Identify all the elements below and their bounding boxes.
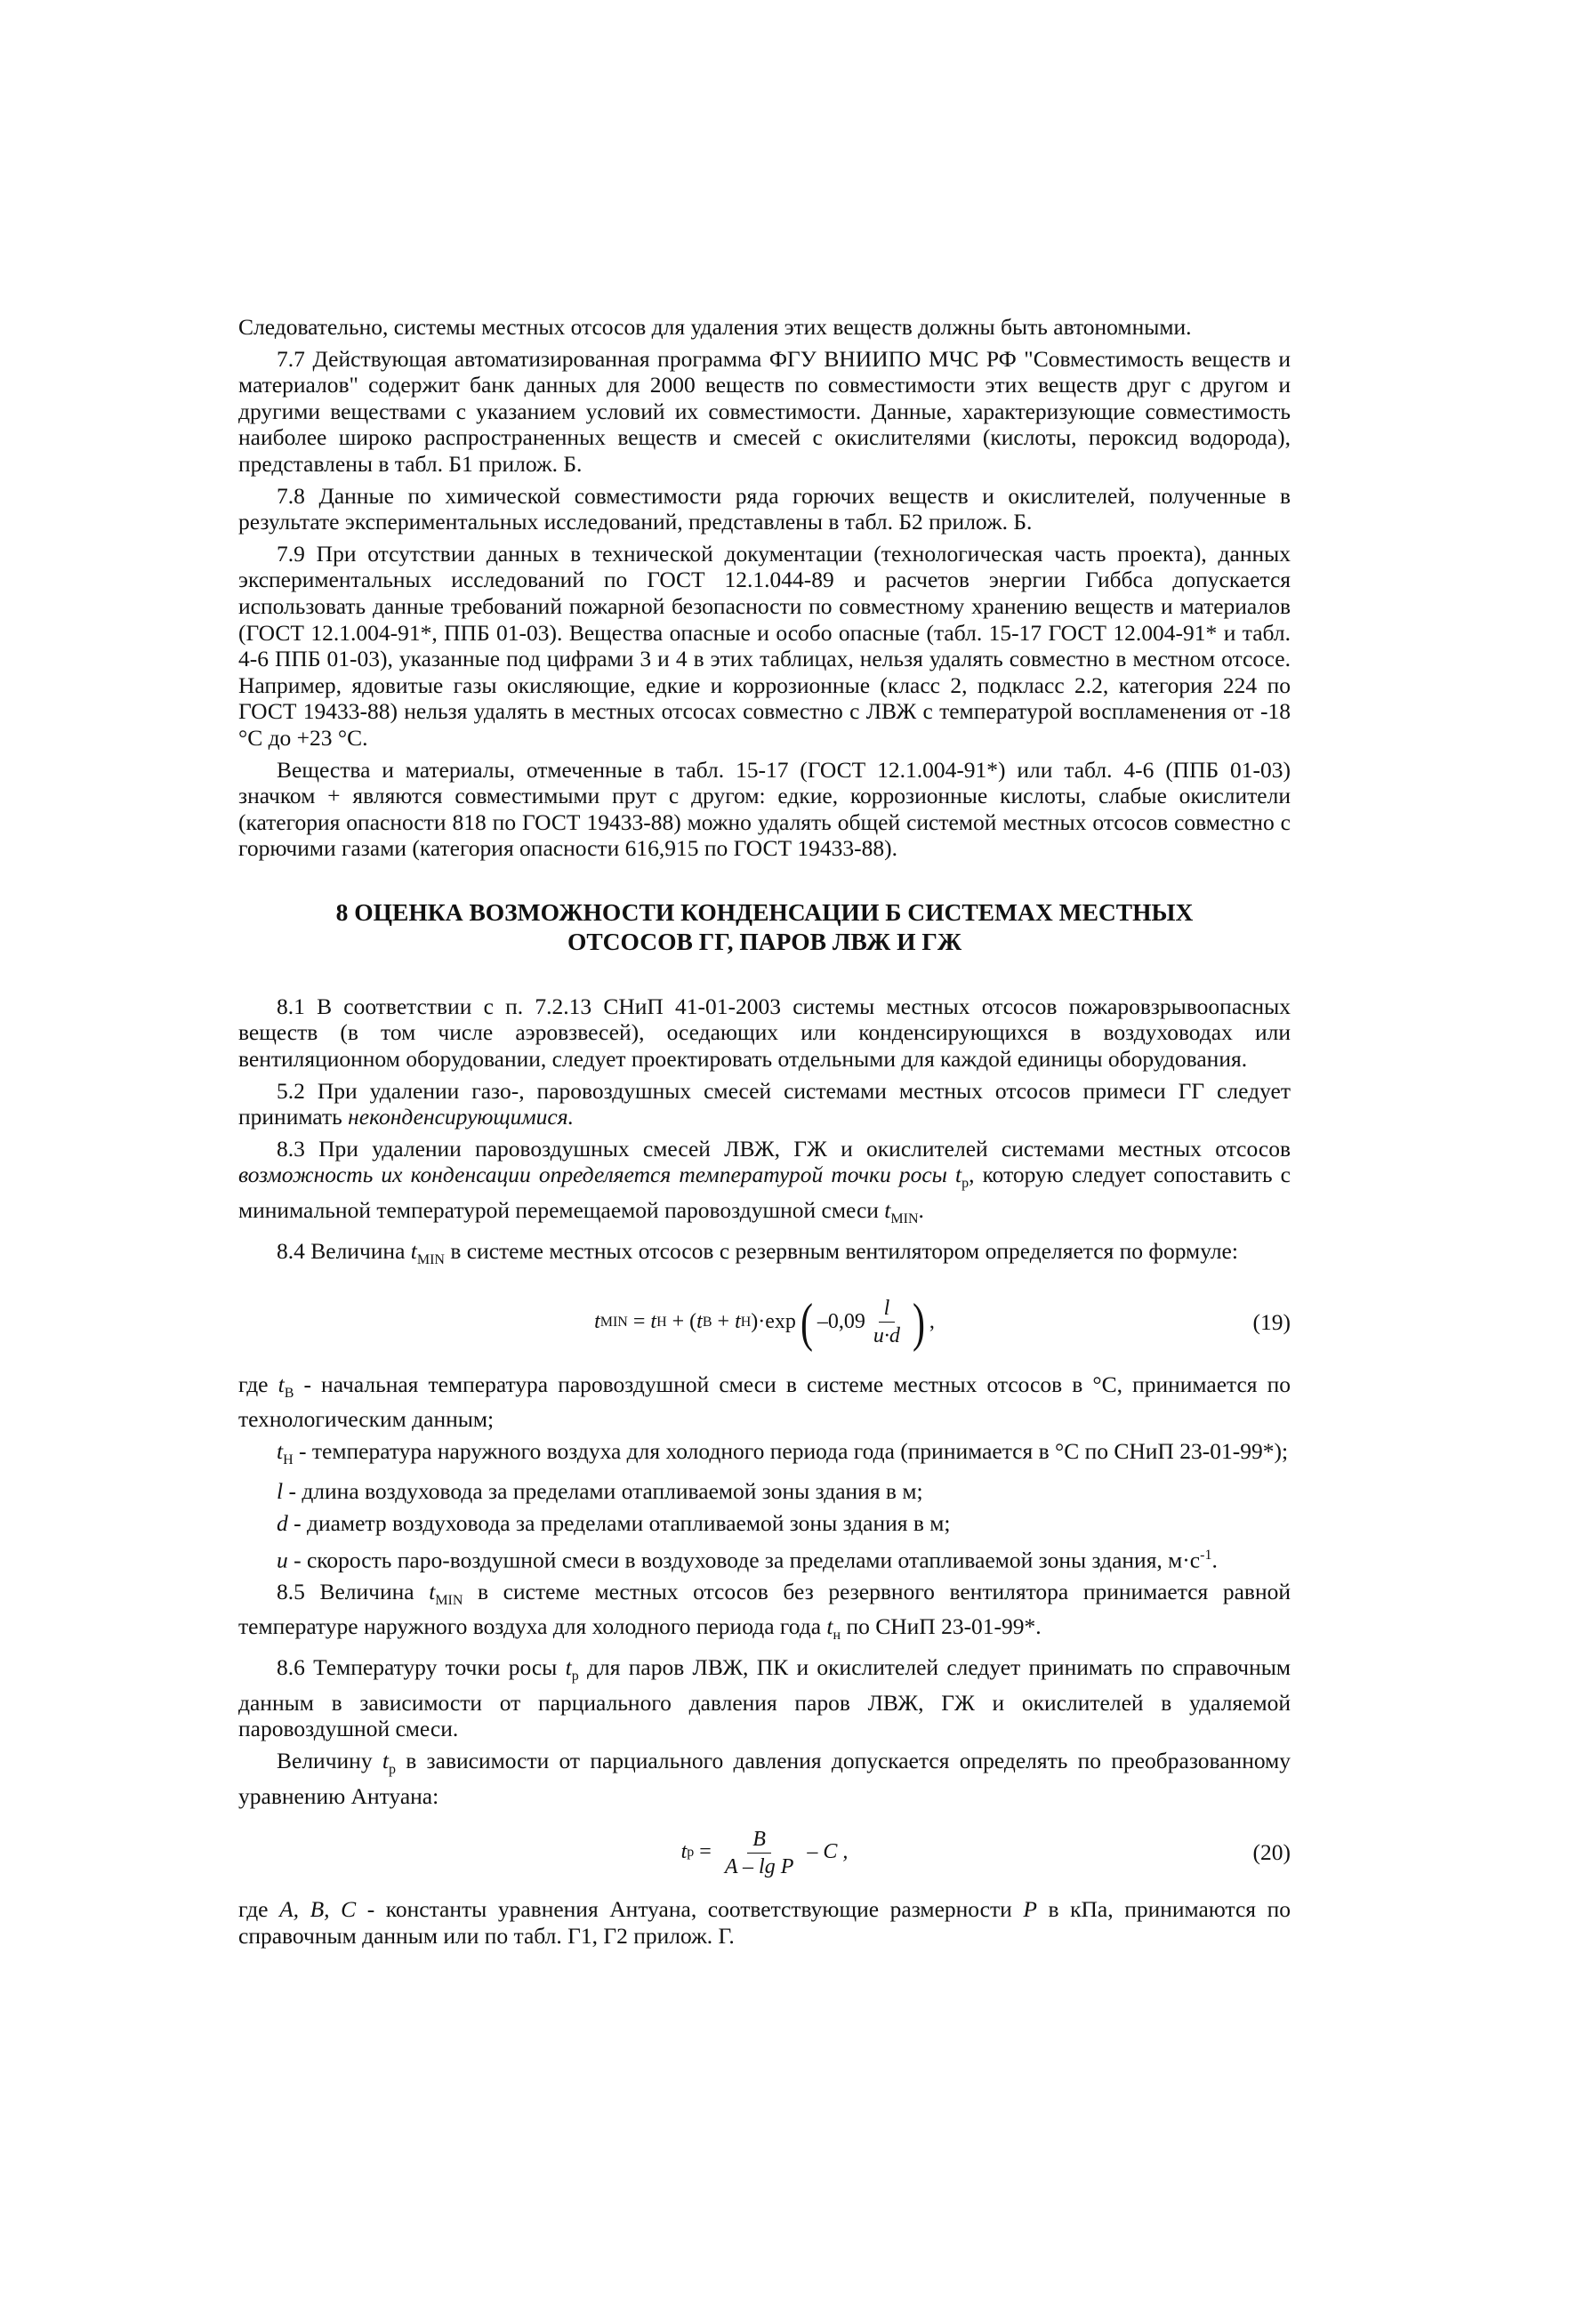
formula-19-op: + [712, 1309, 736, 1333]
paragraph-8-6-text-a: 8.6 Температуру точки росы [277, 1654, 566, 1681]
definition-symbol: l [277, 1478, 284, 1505]
formula-19-tv-sub: В [702, 1314, 712, 1330]
formula-20-number: (20) [1252, 1839, 1291, 1866]
paragraph-8-5-text-a: 8.5 Величина [277, 1578, 430, 1604]
definition-d [238, 1510, 1291, 1537]
formula-19-op: = [627, 1309, 651, 1333]
definition-u [238, 1542, 1291, 1573]
definition-l [238, 1478, 1291, 1505]
paragraph-antoine-text-b: в зависимости от парциального давления допускается определять по преобразованному уравнению Антуана: [238, 1748, 1291, 1809]
paragraph-conclusion: Следовательно, системы местных отсосов для удаления этих веществ должны быть автономными. [238, 314, 1192, 340]
definition-text: - температура наружного воздуха для холодного периода года (принимается в °С по СНиП 23-01-99*); [293, 1437, 1289, 1464]
definition-text: - скорость паро-воздушной смеси в воздуховоде за пределами отапливаемой зоны здания, м·с [287, 1547, 1201, 1573]
definition-symbol-sub: Н [283, 1451, 294, 1468]
paragraph-antoine-constants [238, 1896, 1291, 1949]
formula-20-fraction [720, 1827, 800, 1879]
paragraph-8-6 [238, 1654, 1291, 1742]
formula-19-left-paren: ( [800, 1292, 813, 1352]
definition-text: - длина воздуховода за пределами отапливаемой зоны здания в м; [283, 1478, 923, 1505]
paragraph-8-3-text-a: 8.3 При удалении паровоздушных смесей ЛВЖ, ГЖ и окислителей системами местных отсосов [277, 1135, 1291, 1162]
formula-19-lhs-sub: MIN [599, 1314, 628, 1330]
definition-tv [238, 1371, 1291, 1433]
paragraph-8-3-text-b: , которую следует сопоставить с минимальной температурой перемещаемой паровоздушной смеси [238, 1162, 1291, 1224]
symbol-tp-sub: р [961, 1176, 970, 1192]
definition-tn [238, 1438, 1291, 1474]
formula-19-number: (19) [1252, 1308, 1291, 1335]
paragraph-8-2-italic: неконденсирующимися. [348, 1104, 574, 1130]
paragraph-antoine [238, 1748, 1291, 1809]
paragraph-8-1: 8.1 В соответствии с п. 7.2.13 СНиП 41-01-2003 системы местных отсосов пожаровзрывоопасных веществ (в том числе аэровзвесей), оседающих или конденсирующихся в воздуховодах или вентиляционном оборудовании, следует проектировать отдельными для каждой единицы оборудования. [238, 993, 1291, 1073]
constants-text-a: - константы уравнения Антуана, соответствующие размерности [356, 1896, 1024, 1923]
formula-19 [238, 1279, 1291, 1366]
paragraph-8-3-end: . [918, 1197, 924, 1224]
symbol-tmin-sub: MIN [416, 1251, 445, 1267]
formula-19-denominator: u·d [873, 1324, 900, 1347]
paragraph-7-9: 7.9 При отсутствии данных в технической документации (технологическая часть проекта), данных экспериментальных исследований по ГОСТ 12.1.044-89 и расчетов энергии Гиббса допускается использовать данные требований пожарной безопасности по совместному хранению веществ и материалов (ГОСТ 12.1.004-91*, ППБ 01-03). Вещества опасные и особо опасные (табл. 15-17 ГОСТ 12.004-91* и табл. 4-6 ППБ 01-03), указанные под цифрами 3 и 4 в этих таблицах, нельзя удалять совместно в местном отсосе. Например, ядовитые газы окисляющие, едкие и коррозионные (класс 2, подкласс 2.2, категория 224 по ГОСТ 19433-88) нельзя удалять в местных отсосах совместно с ЛВЖ с температурой воспламенения от -18 °С до +23 °С. [238, 540, 1291, 751]
paragraph-8-4 [238, 1238, 1291, 1274]
formula-20-tail: – C , [801, 1840, 849, 1864]
definition-symbol-sub: В [284, 1385, 294, 1401]
formula-19-tn: t [650, 1309, 657, 1333]
formula-19-fraction [868, 1296, 905, 1348]
paragraph-8-2-text: 5.2 При удалении газо-, паровоздушных смесей системами местных отсосов примеси ГГ следует принимать [238, 1077, 1291, 1130]
symbol-tn-sub: н [833, 1628, 841, 1644]
paragraph-compatible-substances: Вещества и материалы, отмеченные в табл. 15-17 (ГОСТ 12.1.004-91*) или табл. 4-6 (ППБ 01-03) значком + являются совместимыми прут с другом: едкие, коррозионные кислоты, слабые окислители (категория опасности 818 по ГОСТ 19433-88) можно удалять общей системой местных отсосов совместно с горючими газами (категория опасности 616,915 по ГОСТ 19433-88). [238, 756, 1291, 862]
paragraph-8-5-text-b: в системе местных отсосов без резервного вентилятора принимается равной температуре наружного воздуха для холодного периода года [238, 1578, 1291, 1640]
formula-20-denominator: A – lg P [724, 1854, 794, 1878]
formula-19-op: + ( [666, 1309, 697, 1333]
formula-20-lhs: t [680, 1840, 688, 1864]
paragraph-8-3-italic: возможность их конденсации определяется температурой точки росы [238, 1162, 956, 1188]
paragraph-8-3 [238, 1136, 1291, 1233]
formula-19-lhs: t [594, 1309, 600, 1333]
definition-text: - диаметр воздуховода за пределами отапливаемой зоны здания в м; [287, 1510, 951, 1537]
symbol-tp-sub: р [388, 1762, 396, 1778]
definition-prefix: где [238, 1371, 278, 1397]
formula-20 [238, 1814, 1291, 1891]
formula-19-tn2: t [735, 1309, 741, 1333]
paragraph-7-7: 7.7 Действующая автоматизированная программа ФГУ ВНИИПО МЧС РФ "Совместимость веществ и материалов" содержит банк данных для 2000 веществ по совместимости этих веществ друг с другом и другими веществами с указанием условий их совместимости. Данные, характеризующие совместимость наиболее широко распространенных веществ и смесей с окислителями (кислоты, пероксид водорода), представлены в табл. Б1 прилож. Б. [238, 345, 1291, 477]
constants-symbol-p: P [1023, 1896, 1037, 1923]
formula-19-tn-sub: Н [656, 1314, 667, 1330]
definition-symbol: t [277, 1437, 284, 1464]
definition-symbol: d [277, 1510, 288, 1537]
formula-20-numerator: B [747, 1827, 771, 1854]
symbol-tmin: t [884, 1197, 891, 1224]
formula-19-right-paren: ) [912, 1292, 925, 1352]
definition-symbol: t [278, 1371, 285, 1397]
paragraph-8-4-text-b: в системе местных отсосов с резервным вентилятором определяется по формуле: [444, 1237, 1238, 1264]
symbol-tp: t [382, 1748, 389, 1773]
definition-superscript: -1 [1200, 1547, 1212, 1563]
paragraph-8-4-text-a: 8.4 Величина [277, 1237, 411, 1264]
formula-19-tn2-sub: Н [740, 1314, 752, 1330]
definition-symbol: u [277, 1547, 288, 1573]
paragraph-8-2 [238, 1078, 1291, 1130]
paragraph-8-5 [238, 1579, 1291, 1649]
symbol-tn: t [826, 1613, 833, 1640]
paragraph-7-8: 7.8 Данные по химической совместимости ряда горючих веществ и окислителей, полученные в результате экспериментальных исследований, представлены в табл. Б2 прилож. Б. [238, 482, 1291, 535]
symbol-tp: t [955, 1162, 962, 1188]
symbol-tp: t [565, 1654, 572, 1681]
symbol-tmin-sub: MIN [890, 1211, 919, 1227]
constants-text-b: в кПа, принимаются по справочным данным или по табл. Г1, Г2 прилож. Г. [238, 1896, 1291, 1949]
section-heading-line-2: ОТСОСОВ ГГ, ПАРОВ ЛВЖ И ГЖ [567, 927, 962, 955]
symbol-tmin: t [410, 1237, 417, 1264]
formula-19-expression [238, 1279, 1291, 1366]
section-heading-line-1: 8 ОЦЕНКА ВОЗМОЖНОСТИ КОНДЕНСАЦИИ Б СИСТЕМАХ МЕСТНЫХ [335, 897, 1194, 926]
formula-20-lhs-sub: р [687, 1845, 695, 1861]
formula-19-exp: )·exp [751, 1309, 796, 1333]
formula-19-numerator: l [879, 1296, 896, 1323]
paragraph-8-6-text-b: для паров ЛВЖ, ПК и окислителей следует принимать по справочным данным в зависимости от парциального давления паров ЛВЖ, ГЖ и окислителей в удаляемой паровоздушной смеси. [238, 1654, 1291, 1742]
symbol-tmin: t [429, 1578, 436, 1604]
formula-20-expression [238, 1814, 1291, 1891]
formula-19-comma: , [929, 1309, 935, 1333]
formula-19-coefficient: –0,09 [817, 1309, 865, 1333]
symbol-tp-sub: р [571, 1669, 579, 1685]
paragraph-antoine-text-a: Величину [277, 1748, 382, 1773]
document-body [238, 314, 1291, 1954]
formula-19-tv: t [696, 1309, 703, 1333]
paragraph-8-5-text-c: по СНиП 23-01-99*. [841, 1613, 1042, 1640]
formula-20-equals: = [694, 1840, 717, 1864]
constants-symbols: А, В, С [279, 1896, 357, 1923]
definition-end: . [1211, 1547, 1218, 1573]
constants-prefix: где [238, 1896, 280, 1923]
symbol-tmin-sub: MIN [435, 1592, 463, 1608]
section-heading [238, 897, 1291, 956]
definition-text: - начальная температура паровоздушной смеси в системе местных отсосов в °С, принимается по технологическим данным; [238, 1371, 1291, 1433]
